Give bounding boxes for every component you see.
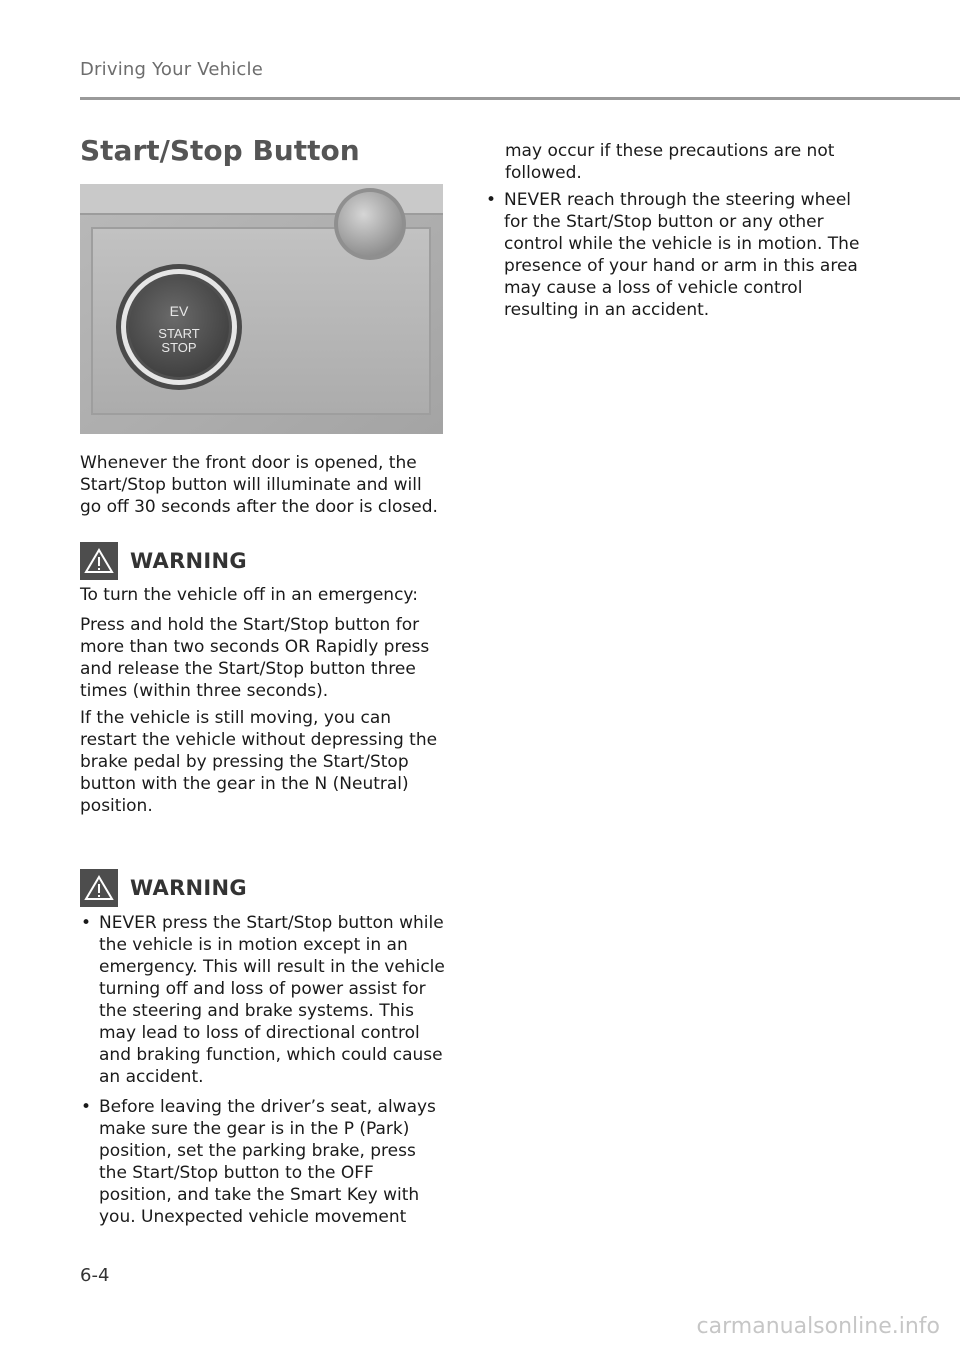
page-header-title: Driving Your Vehicle xyxy=(80,59,263,80)
warning2-bullet-2: Before leaving the driver’s seat, always make sure the gear is in the P (Park) position, set the parking brake, press the Start/Stop button to the OFF position, and take the Smart Key with you. Unexpected vehicle movement xyxy=(99,1097,436,1227)
warning1-label: WARNING xyxy=(130,549,247,573)
warning-triangle-icon xyxy=(80,869,118,907)
warning1-paragraph-2: Press and hold the Start/Stop button for more than two seconds OR Rapidly press and release the Start/Stop button three times (within three seconds). xyxy=(80,615,430,701)
list-item xyxy=(485,189,865,321)
warning2-bullet-list xyxy=(80,912,445,1236)
list-item xyxy=(80,1096,445,1228)
warning2-bullet-1: NEVER press the Start/Stop button while the vehicle is in motion except in an emergency. This will result in the vehicle turning off and loss of power assist for the steering and brake systems. This may lead to loss of directional control and braking function, which could cause an accident. xyxy=(99,913,445,1087)
intro-paragraph: Whenever the front door is opened, the Start/Stop button will illuminate and will go off 30 seconds after the door is closed. xyxy=(80,453,438,517)
watermark: carmanualsonline.info xyxy=(696,1314,940,1339)
list-item xyxy=(80,912,445,1088)
bullet-dot-icon: • xyxy=(81,913,92,933)
warning-triangle-icon xyxy=(80,542,118,580)
warning2-label: WARNING xyxy=(130,876,247,900)
warning1-paragraph-3: If the vehicle is still moving, you can restart the vehicle without depressing the brake pedal by pressing the Start/Stop button with the gear in the N (Neutral) position. xyxy=(80,708,438,816)
bullet-dot-icon: • xyxy=(81,1097,92,1117)
warning1-header xyxy=(80,541,247,581)
photo-button-label-start: START xyxy=(158,326,200,341)
right-bullet-list xyxy=(485,189,865,329)
page-number: 6-4 xyxy=(80,1265,110,1286)
header-rule xyxy=(80,97,960,100)
warning2-header xyxy=(80,868,247,908)
photo-button-label-stop: STOP xyxy=(161,340,197,355)
right-continuation-text: may occur if these precautions are not followed. xyxy=(505,141,835,183)
start-stop-photo xyxy=(80,184,443,434)
photo-button-label-ev: EV xyxy=(169,303,189,319)
warning1-paragraph-1: To turn the vehicle off in an emergency: xyxy=(80,585,418,605)
bullet-dot-icon: • xyxy=(486,190,497,210)
section-title: Start/Stop Button xyxy=(80,134,360,167)
right-bullet-1: NEVER reach through the steering wheel for the Start/Stop button or any other control while the vehicle is in motion. The presence of your hand or arm in this area may cause a loss of vehicle control resulting in an accident. xyxy=(504,190,860,320)
